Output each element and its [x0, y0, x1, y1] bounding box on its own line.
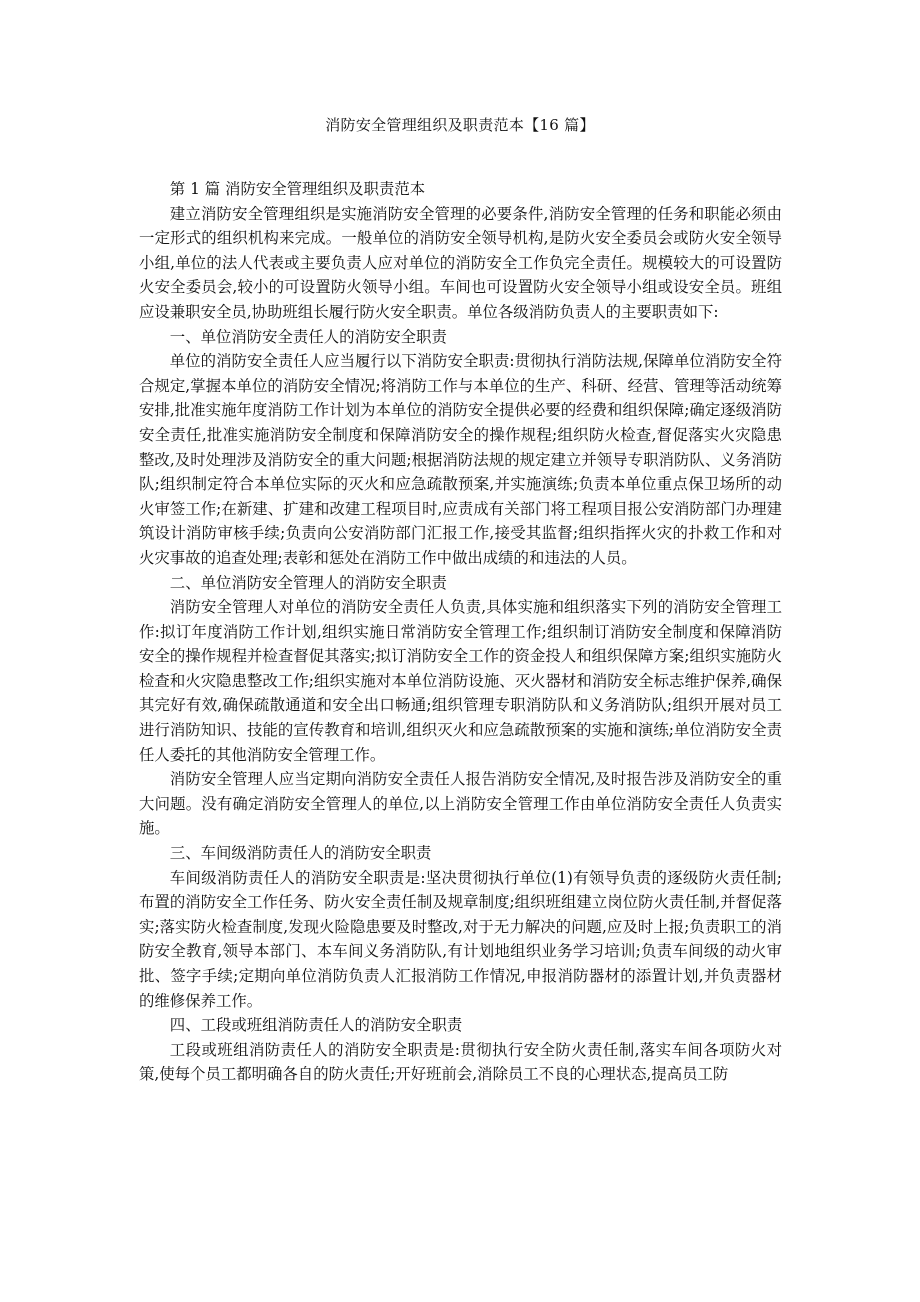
section-2-heading: 二、单位消防安全管理人的消防安全职责 — [169, 573, 447, 592]
section-3-paragraph: 车间级消防责任人的消防安全职责是:坚决贯彻执行单位(1)有领导负责的逐级防火责任制;布置的消防安全工作任务、防火安全责任制及规章制度;组织班组建立岗位防火责任制,并督促落实;落实防火检查制度,发现火险隐患要及时整改,对于无力解决的问题,应及时上报;负责职工的消防安全教育,领导本部门、本车间义务消防队,有计划地组织业务学习培训;负责车间级的动火审批、签字手续;定期向单位消防负责人汇报消防工作情况,申报消防器材的添置计划,并负责器材的维修保养工作。 — [139, 868, 782, 1010]
intro-paragraph: 建立消防安全管理组织是实施消防安全管理的必要条件,消防安全管理的任务和职能必须由一定形式的组织机构来完成。一般单位的消防安全领导机构,是防火安全委员会或防火安全领导小组,单位的法人代表或主要负责人应对单位的消防安全工作负完全责任。规模较大的可设置防火安全委员会,较小的可设置防火领导小组。车间也可设置防火安全领导小组或设安全员。班组应设兼职安全员,协助班组长履行防火安全职责。单位各级消防负责人的主要职责如下: — [139, 204, 782, 321]
section-2-paragraph-2: 消防安全管理人应当定期向消防安全责任人报告消防安全情况,及时报告涉及消防安全的重大问题。没有确定消防安全管理人的单位,以上消防安全管理工作由单位消防安全责任人负责实施。 — [139, 770, 782, 838]
section-4-heading: 四、工段或班组消防责任人的消防安全职责 — [169, 1016, 463, 1035]
document-title: 消防安全管理组织及职责范本【16 篇】 — [325, 116, 595, 134]
chapter-heading: 第 1 篇 消防安全管理组织及职责范本 — [169, 180, 426, 198]
section-4-paragraph: 工段或班组消防责任人的消防安全职责是:贯彻执行安全防火责任制,落实车间各项防火对策,使每个员工都明确各自的防火责任;开好班前会,消除员工不良的心理状态,提高员工防 — [139, 1040, 782, 1084]
section-1-heading: 一、单位消防安全责任人的消防安全职责 — [169, 327, 447, 346]
section-2-paragraph-1: 消防安全管理人对单位的消防安全责任人负责,具体实施和组织落实下列的消防安全管理工作:拟订年度消防工作计划,组织实施日常消防安全管理工作;组织制订消防安全制度和保障消防安全的操作规程并检查督促其落实;拟订消防安全工作的资金投人和组织保障方案;组织实施防火检查和火灾隐患整改工作;组织实施对本单位消防设施、灭火器材和消防安全标志维护保养,确保其完好有效,确保疏散通道和安全出口畅通;组织管理专职消防队和义务消防队;组织开展对员工进行消防知识、技能的宣传教育和培训,组织灭火和应急疏散预案的实施和演练;单位消防安全责任人委托的其他消防安全管理工作。 — [139, 598, 783, 764]
document-body — [139, 177, 782, 1087]
section-1-paragraph: 单位的消防安全责任人应当履行以下消防安全职责:贯彻执行消防法规,保障单位消防安全符合规定,掌握本单位的消防安全情况;将消防工作与本单位的生产、科研、经营、管理等活动统筹安排,批准实施年度消防工作计划为本单位的消防安全提供必要的经费和组织保障;确定逐级消防安全责任,批准实施消防安全制度和保障消防安全的操作规程;组织防火检查,督促落实火灾隐患整改,及时处理涉及消防安全的重大问题;根据消防法规的规定建立并领导专职消防队、义务消防队;组织制定符合本单位实际的灭火和应急疏散预案,并实施演练;负责本单位重点保卫场所的动火审签工作;在新建、扩建和改建工程项目时,应责成有关部门将工程项目报公安消防部门办理建筑设计消防审核手续;负责向公安消防部门汇报工作,接受其监督;组织指挥火灾的扑救工作和对火灾事故的追查处理;表彰和惩处在消防工作中做出成绩的和违法的人员。 — [139, 352, 782, 567]
section-3-heading: 三、车间级消防责任人的消防安全职责 — [169, 844, 432, 863]
